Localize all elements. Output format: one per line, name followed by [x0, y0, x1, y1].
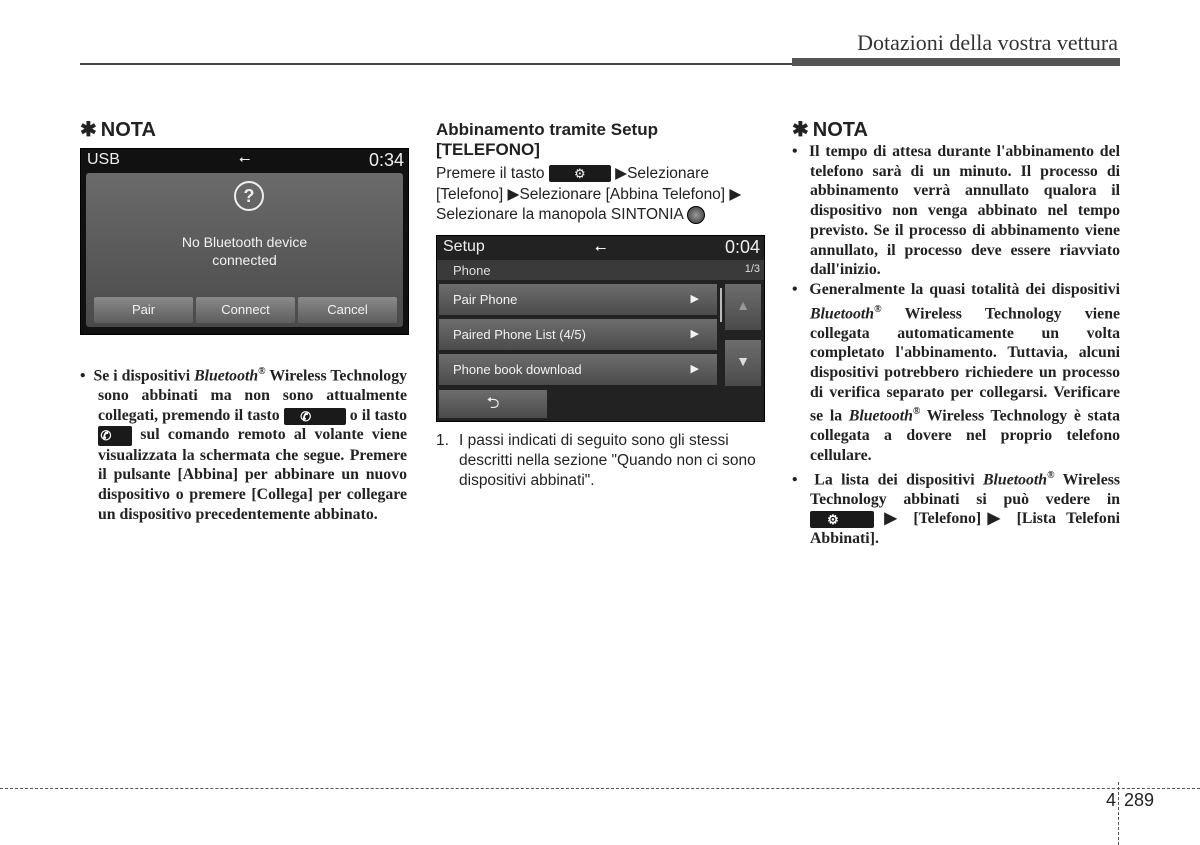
note-text-2	[792, 142, 1120, 549]
screen-title: Setup	[443, 238, 485, 255]
scroll-down-button[interactable]: ▼	[725, 340, 761, 386]
dialog-message	[86, 233, 403, 269]
message-line: No Bluetooth device	[181, 234, 308, 250]
connect-button[interactable]: Connect	[196, 297, 295, 323]
footer-divider	[1118, 782, 1119, 845]
note-text-1	[80, 362, 407, 525]
screen-subtitle-bar	[437, 260, 764, 280]
bullet-item: • Se i dispositivi Bluetooth® Wireless Technology sono abbinati ma non sono attualmente collegati, premendo il tasto ✆ o il tasto ✆ sul comando remoto al volante viene visualizzata la schermata che segue. Premere il pulsante [Abbina] per abbinare un nuovo dispositivo o premere [Collega] per collegare un dispositivo precedentemente abbinato.	[80, 366, 408, 523]
clock: 0:34	[368, 150, 404, 170]
scroll-track	[720, 288, 722, 322]
menu-item-phonebook[interactable]: Phone book download ▶	[439, 354, 717, 385]
setup-key-icon: ⚙	[549, 165, 611, 182]
arrow-right-icon: ▶	[690, 363, 699, 375]
nota-label: NOTA	[100, 119, 156, 141]
bullet-item: • Generalmente la quasi totalità dei dispositivi Bluetooth® Wireless Technology viene collegata automaticamente un volta completato l'abbinamento. Tuttavia, alcuni dispositivi potrebbero richiedere un processo di verifica separato per collegarsi. Verificare se la Bluetooth® Wireless Technology è stata collegata a dovere nel proprio telefono cellulare.	[792, 280, 1120, 465]
step-number: 1.	[436, 432, 449, 449]
back-button[interactable]	[439, 390, 547, 418]
page-number: 289	[1124, 790, 1155, 810]
back-icon: ⮌	[486, 395, 500, 412]
section-heading: Abbinamento tramite Setup [TELEFONO]	[436, 120, 658, 159]
asterisk-icon: ✱	[792, 119, 809, 141]
bullet-item: • Il tempo di attesa durante l'abbinamento del telefono sarà di un minuto. Il processo di abbinamento verrà annullato qualora il dispositivo non venga abbinato nel tempo previsto. Se il processo di abbinamento viene annullato, il processo deve essere riavviato dall'inizio.	[792, 143, 1120, 279]
step-item	[436, 431, 766, 491]
dialog-buttons	[94, 297, 397, 323]
arrow-right-icon: ▶	[690, 293, 699, 305]
message-line: connected	[212, 252, 277, 268]
scroll-up-button[interactable]: ▲	[725, 284, 761, 330]
screen-setup-phone	[436, 235, 765, 422]
nota-heading-1	[80, 117, 156, 142]
tune-knob-icon	[687, 206, 705, 224]
nota-label: NOTA	[812, 119, 868, 141]
screen-status-bar	[81, 149, 408, 171]
usb-icon: ⭠	[595, 239, 607, 255]
question-icon: ?	[234, 181, 264, 211]
arrow-right-icon: ▶	[690, 328, 699, 340]
clock: 0:04	[724, 237, 760, 257]
step-text: I passi indicati di seguito sono gli stessi descritti nella sezione "Quando non ci sono dispositivi abbinati".	[459, 432, 756, 489]
header-rule-thick	[792, 58, 1120, 66]
cancel-button[interactable]: Cancel	[298, 297, 397, 323]
menu-item-pair-phone[interactable]: Pair Phone ▶	[439, 284, 717, 315]
menu-item-paired-list[interactable]: Paired Phone List (4/5) ▶	[439, 319, 717, 350]
pair-button[interactable]: Pair	[94, 297, 193, 323]
nota-heading-2	[792, 117, 868, 142]
procedure-text: Premere il tasto ⚙ ▶Selezionare [Telefono] ▶Selezionare [Abbina Telefono] ▶ Selezionare la manopola SINTONIA	[436, 165, 742, 223]
source-label: USB	[87, 151, 120, 168]
phone-key-icon: ✆	[284, 408, 346, 425]
setup-key-icon: ⚙	[810, 511, 874, 528]
asterisk-icon: ✱	[80, 119, 97, 141]
usb-icon: ⭠	[239, 150, 251, 166]
footer-rule	[0, 788, 1200, 789]
steering-phone-key-icon: ✆	[98, 426, 132, 446]
chapter-number: 4	[1105, 790, 1116, 810]
page-indicator: 1/3	[744, 263, 760, 275]
subtitle: Phone	[453, 263, 491, 278]
running-header: Dotazioni della vostra vettura	[857, 30, 1118, 55]
screen-status-bar	[437, 236, 764, 260]
dialog-panel	[86, 173, 403, 327]
bullet-item: • La lista dei dispositivi Bluetooth® Wireless Technology abbinati si può vedere in ⚙ ▶ [Telefono]▶ [Lista Telefoni Abbinati].	[792, 469, 1121, 548]
screen-no-device	[80, 148, 409, 335]
